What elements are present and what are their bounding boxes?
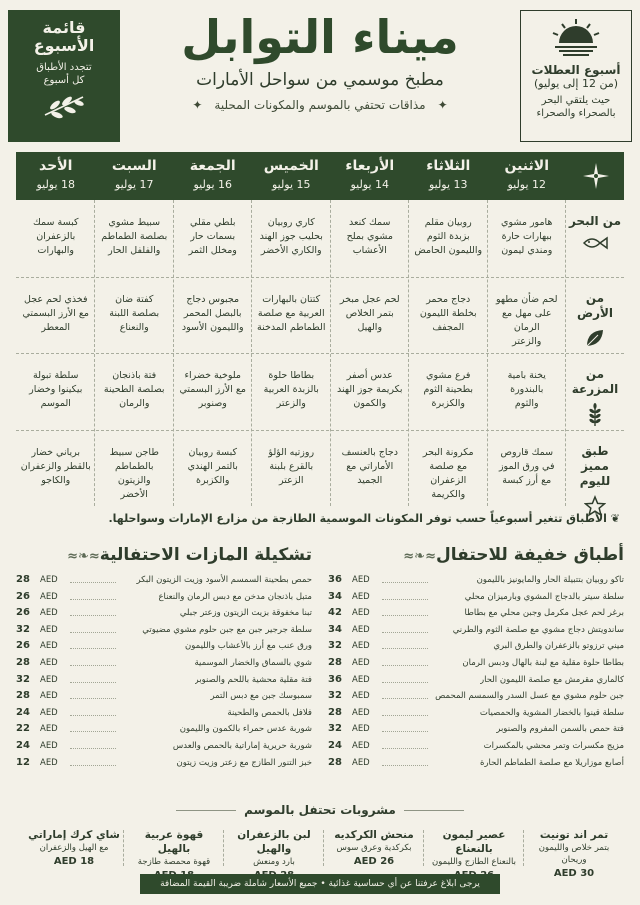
drink-divider	[423, 830, 424, 866]
leader-dots	[382, 748, 428, 749]
menu-item-name: أصابع موزاريلا مع صلصة الطماطم الحارة	[480, 757, 624, 768]
dish-cell: فتة باذنجان بصلصة الطحينة والرمان	[103, 370, 165, 409]
menu-item-currency: AED	[352, 674, 370, 685]
leader-dots	[70, 632, 116, 633]
leader-dots	[382, 731, 428, 732]
mezze-menu	[16, 540, 312, 771]
menu-item-currency: AED	[40, 575, 58, 585]
holiday-week-dates: (من 12 إلى يوليو)	[533, 77, 619, 90]
light-dishes-title-text: أطباق خفيفة للاحتفال	[435, 545, 624, 565]
day-header	[95, 152, 174, 200]
dish-cell: دجاج بالعنسف الأماراتي مع الجميد	[341, 446, 398, 486]
menu-item	[16, 622, 312, 639]
menu-item-currency: AED	[40, 624, 58, 635]
dish-cell: لحم ضأن مطهو على مهل مع الرمان والزعتر	[496, 293, 558, 347]
divider-line	[176, 810, 236, 811]
weekly-menu-grid	[16, 152, 624, 506]
dish-cell: عدس أصفر بكريمة جوز الهند والكمون	[336, 370, 403, 409]
dish-cell: بلطي مقلي بسمات حار ومخلل الثمر	[188, 217, 237, 256]
leader-dots	[382, 682, 428, 683]
menu-item-name: فلافل بالحمص والطحينة	[227, 707, 312, 718]
grid-divider	[16, 430, 624, 431]
dish-cell: لحم عجل مبخر بتمر الخلاص والهيل	[339, 293, 400, 333]
menu-item-price: 32	[16, 623, 30, 635]
leader-dots	[70, 648, 116, 649]
menu-item-price: 24	[328, 739, 342, 751]
menu-item	[328, 672, 624, 689]
leader-dots	[70, 682, 116, 683]
menu-item	[16, 672, 312, 689]
menu-item-currency: AED	[352, 575, 370, 585]
weekly-menu-title-2: الأسبوع	[33, 36, 95, 55]
weekly-menu-line4: كل أسبوع	[43, 75, 85, 86]
drink-item	[528, 828, 620, 879]
drink-divider	[523, 830, 524, 866]
dish-cell: كتتان بالبهارات العربية مع صلصة الطماطم المدخنة	[257, 293, 326, 333]
divider-line	[404, 810, 464, 811]
leader-dots	[382, 632, 428, 633]
menu-item	[16, 738, 312, 755]
drink-name: تمر اند تونيت	[539, 829, 609, 841]
menu-item-currency: AED	[352, 740, 370, 751]
menu-item-price: 26	[16, 590, 30, 602]
menu-item	[16, 589, 312, 606]
menu-item-name: شوي بالسماق والخضار الموسمية	[194, 657, 312, 668]
drink-item	[428, 828, 520, 868]
menu-item-currency: AED	[40, 757, 58, 768]
grid-divider	[16, 277, 624, 278]
day-date: 15 يوليو	[271, 178, 311, 191]
menu-item-currency: AED	[40, 707, 58, 718]
menu-item	[16, 638, 312, 655]
row-label	[566, 367, 624, 431]
drink-divider	[223, 830, 224, 866]
mezze-list	[16, 572, 312, 771]
drink-name: لبن بالزعفران والهيل	[237, 829, 311, 855]
dish-cell: سلطة تبولة بيكينوا وخضار الموسم	[29, 370, 83, 409]
row-label-text: من الأرض	[576, 290, 614, 320]
menu-item-price: 34	[328, 623, 342, 635]
drink-desc: قهوة محمصة طازجة	[137, 857, 211, 867]
menu-item-price: 32	[16, 673, 30, 685]
menu-item	[328, 655, 624, 672]
wheat-icon	[566, 403, 624, 431]
leader-dots	[70, 748, 116, 749]
menu-item-price: 28	[16, 656, 30, 668]
drink-name: قهوة عربية بالهيل	[144, 829, 204, 855]
sprig-icon: ≈❧≈	[67, 549, 100, 564]
menu-item	[16, 688, 312, 705]
menu-item	[16, 721, 312, 738]
drinks-title	[0, 803, 640, 817]
dish-cell: فرع مشوي بطحينة الثوم والكزبرة	[423, 370, 474, 409]
compass-icon	[582, 162, 610, 190]
fish-icon	[566, 235, 624, 255]
dish-cell: كبسة سمك بالزعفران والبهارات	[33, 217, 79, 256]
menu-item	[328, 721, 624, 738]
menu-item	[328, 622, 624, 639]
leader-dots	[70, 765, 116, 766]
dish-cell: مكرونة البحر مع صلصة الزعفران والكريمة	[422, 446, 474, 500]
menu-item-name: ورق عنب مع أرز بالأعشاب والليمون	[185, 641, 312, 652]
restaurant-tagline	[130, 98, 510, 112]
leader-dots	[382, 599, 428, 600]
menu-item	[328, 589, 624, 606]
holiday-week-title: أسبوع العطلات	[531, 63, 621, 77]
menu-item-price: 12	[16, 756, 30, 768]
day-name: الثلاثاء	[426, 158, 471, 174]
restaurant-name: ميناء التوابل	[181, 10, 459, 64]
menu-item-currency: AED	[352, 624, 370, 635]
menu-item-price: 28	[328, 656, 342, 668]
menu-item-price: 32	[328, 690, 342, 702]
leader-dots	[382, 715, 428, 716]
menu-item-name: بطاطا حلوة مقلية مع لبنة بالهال ودبس الرمان	[462, 657, 624, 668]
menu-item-currency: AED	[352, 724, 370, 735]
dish-cell: روبيان مقلم بزبدة الثوم والليمون الحامض	[414, 217, 483, 256]
menu-item	[328, 572, 624, 589]
menu-item	[328, 638, 624, 655]
drink-price: AED 18	[53, 856, 95, 867]
day-date: 12 يوليو	[507, 178, 547, 191]
drinks-title-text: مشروبات تحتفل بالموسم	[244, 803, 396, 817]
menu-item-price: 28	[16, 690, 30, 702]
drink-name: شاي كرك إماراتي	[28, 829, 120, 841]
menu-item-name: تبنا مخفوقة بزيت الزيتون وزعتر جبلي	[179, 608, 312, 619]
drink-desc: بتمر خلاص والليمون وريحان	[538, 843, 610, 865]
menu-item	[16, 605, 312, 622]
leader-dots	[70, 731, 116, 732]
menu-item	[328, 755, 624, 772]
menu-item-name: شوربة عدس حمراء بالكمون والليمون	[179, 724, 312, 735]
leader-dots	[70, 599, 116, 600]
row-label-text: من المزرعة	[571, 367, 619, 396]
dish-cell: هامور مشوي ببهارات حارة ومندي ليمون	[501, 217, 553, 256]
restaurant-subtitle: مطبخ موسمي من سواحل الأمارات	[196, 70, 444, 90]
day-name: الجمعة	[189, 158, 236, 174]
menu-item	[16, 572, 312, 589]
day-header	[174, 152, 253, 200]
day-date: 14 يوليو	[350, 178, 390, 191]
menu-item-price: 24	[16, 706, 30, 718]
tagline-text: مذاقات تحتفي بالموسم والمكونات المحلية	[214, 98, 426, 112]
day-name: الخميس	[263, 158, 319, 174]
tagline-ornament-right: ✦	[437, 98, 448, 112]
leaf-bullet-icon: ❦	[606, 512, 620, 525]
sprig-icon: ≈❧≈	[403, 549, 436, 564]
day-header	[252, 152, 331, 200]
menu-item-name: ميني ترزوتو بالزعفران والطرق البري	[493, 641, 624, 652]
dish-cell: ملوخية خضراء مع الأرز البسمتي وصنوبر	[179, 370, 247, 409]
light-dishes-list	[328, 572, 624, 771]
menu-item-name: مزيج مكسرات وتمر محشي بالمكسرات	[483, 740, 624, 751]
menu-item-currency: AED	[40, 674, 58, 685]
dish-cell: دجاج محمر بخلطة الليمون المجفف	[419, 293, 477, 333]
menu-item-currency: AED	[40, 608, 58, 619]
leaf-icon	[566, 327, 624, 353]
drink-item	[228, 828, 320, 868]
menu-item-currency: AED	[40, 740, 58, 751]
drink-item	[128, 828, 220, 868]
dish-cell: سمك قاروص في ورق الموز مع أرز كبسة	[498, 446, 555, 486]
menu-item-currency: AED	[352, 641, 370, 652]
drink-desc: بكركدية وعرق سوس	[336, 843, 412, 853]
menu-item	[328, 605, 624, 622]
menu-item-name: خبز التنور الطازج مع زعتر وزيت زيتون	[176, 757, 312, 768]
drink-desc: بارد ومنعش	[253, 857, 295, 867]
drink-divider	[323, 830, 324, 866]
menu-item-currency: AED	[40, 641, 58, 652]
drink-item	[328, 828, 420, 868]
menu-item-price: 28	[16, 574, 30, 585]
light-dishes-menu	[328, 540, 624, 771]
menu-item-name: سلطة قينوا بالخضار المشوية والحمصيات	[479, 707, 624, 718]
light-dishes-title	[328, 540, 624, 570]
menu-item	[328, 688, 624, 705]
dish-cell: طاجن سبيط بالطماطم والزيتون الأخضر	[109, 446, 159, 500]
menu-item-currency: AED	[352, 591, 370, 602]
dish-cell: فخذي لحم عجل مع الأرز البسمتي المعطر	[22, 293, 90, 333]
day-header	[488, 152, 567, 200]
dish-cell: كاري روبيان بحليب جوز الهند والكاري الأخضر	[259, 217, 323, 256]
leader-dots	[382, 582, 428, 583]
holiday-week-box	[520, 10, 632, 142]
menu-item-name: كالماري مقرمش مع صلصة الليمون الحار	[480, 674, 624, 685]
drink-item	[28, 828, 120, 868]
menu-item-name: برغر لحم عجل مكرمل وجبن محلي مع بطاطا	[464, 608, 624, 619]
drink-price: AED 26	[353, 856, 395, 867]
menu-item-name: تاكو روبيان بتتبيلة الحار والمايونيز بالليمون	[476, 575, 624, 585]
menu-item-name: حمص بطحينة السمسم الأسود وزيت الزيتون البكر	[136, 575, 312, 585]
weekly-note-text: الأطباق تتغير أسبوعياً حسب توفر المكونات الموسمية الطازجة من مزارع الإمارات وسواحلها.	[108, 512, 607, 525]
menu-item-name: فتة مقلية محشية باللحم والصنوبر	[194, 674, 312, 685]
drink-price: AED 30	[553, 868, 595, 879]
menu-item-name: فتة حمص بالسمن المفروم والصنوبر	[496, 724, 624, 735]
weekly-note	[20, 512, 620, 525]
grid-divider	[16, 353, 624, 354]
menu-item-name: جبن حلوم مشوي مع عسل السدر والسمسم المحمص	[435, 691, 624, 702]
menu-item-currency: AED	[40, 691, 58, 702]
day-date: 17 يوليو	[114, 178, 154, 191]
menu-item-currency: AED	[352, 608, 370, 619]
dish-cell: سبيط مشوي بصلصة الطماطم والفلفل الحار	[101, 217, 168, 256]
drink-name: عصير ليمون بالنعناع	[442, 829, 506, 855]
day-date: 16 يوليو	[193, 178, 233, 191]
menu-item-price: 42	[328, 607, 342, 619]
row-label-text: من البحر	[568, 214, 622, 228]
day-name: الاثنين	[504, 158, 549, 174]
menu-item-price: 32	[328, 640, 342, 652]
menu-item-name: ساندويتش دجاج مشوي مع صلصة الثوم والطرني	[452, 624, 624, 635]
day-header	[331, 152, 410, 200]
day-name: السبت	[111, 158, 157, 174]
day-name: الأحد	[39, 158, 73, 174]
menu-item-price: 22	[16, 723, 30, 735]
menu-item-currency: AED	[40, 591, 58, 602]
drink-desc: مع الهيل والزعفران	[39, 843, 109, 853]
leader-dots	[70, 615, 116, 616]
mezze-title	[16, 540, 312, 570]
dish-cell: كفتة ضان بصلصة اللبنة والنعناع	[109, 293, 160, 333]
menu-item-price: 28	[328, 706, 342, 718]
weekly-menu-box	[8, 10, 120, 142]
menu-item-price: 36	[328, 673, 342, 685]
menu-item-price: 32	[328, 723, 342, 735]
menu-item-currency: AED	[352, 691, 370, 702]
row-label	[566, 444, 624, 521]
olive-branch-icon	[41, 93, 87, 119]
holiday-week-line3: حيث يلتقي البحر	[541, 95, 611, 106]
menu-item-price: 24	[16, 739, 30, 751]
menu-item-currency: AED	[40, 657, 58, 668]
menu-item-currency: AED	[40, 724, 58, 735]
menu-item-name: سلطة سيتر بالدجاج المشوي وبارميزان محلي	[464, 591, 624, 602]
row-label	[566, 291, 624, 353]
menu-item	[16, 655, 312, 672]
leader-dots	[70, 582, 116, 583]
menu-item-currency: AED	[352, 657, 370, 668]
drink-name: منحش الكركديه	[334, 829, 414, 841]
drink-divider	[123, 830, 124, 866]
leader-dots	[70, 698, 116, 699]
menu-item	[328, 705, 624, 722]
menu-item-currency: AED	[352, 707, 370, 718]
menu-item-name: سلطة جرجير جبن مع جبن حلوم مشوي مضيوتي	[142, 624, 312, 635]
leader-dots	[382, 665, 428, 666]
menu-item-name: سمبوسك جبن مع دبس التمر	[210, 691, 312, 702]
leader-dots	[382, 648, 428, 649]
holiday-week-line4: بالصحراء والصحراء	[536, 108, 616, 119]
menu-item-price: 36	[328, 574, 342, 585]
dish-cell: كبسة روبيان بالتمر الهندي والكزبرة	[187, 446, 238, 486]
dish-cell: برياني خضار بالقطر والزعفران والكاجو	[20, 446, 91, 486]
leader-dots	[70, 665, 116, 666]
menu-item	[328, 738, 624, 755]
menu-item	[16, 755, 312, 772]
weekly-menu-title: قائمة	[42, 18, 86, 37]
dish-cell: سمك كنعد مشوي بملح الأعشاب	[346, 217, 393, 256]
day-date: 18 يوليو	[36, 178, 76, 191]
grid-header	[16, 152, 624, 200]
dish-cell: يخنة بامية بالبندورة والثوم	[507, 370, 546, 409]
leader-dots	[382, 765, 428, 766]
menu-item-name: متبل باذنجان مدخن مع دبس الرمان والنعناع	[158, 591, 312, 602]
dish-cell: بطاطا حلوة بالزبدة العربية والزعتر	[263, 370, 319, 409]
leader-dots	[70, 715, 116, 716]
menu-item-price: 34	[328, 590, 342, 602]
row-label-text: طبق مميز لليوم	[579, 443, 611, 488]
day-header	[409, 152, 488, 200]
tagline-ornament-left: ✦	[192, 98, 203, 112]
leader-dots	[382, 698, 428, 699]
menu-item-price: 26	[16, 607, 30, 619]
day-date: 13 يوليو	[428, 178, 468, 191]
leader-dots	[382, 615, 428, 616]
dish-cell: روزتيه الؤلؤ بالقرع بلبنة الزعتر	[268, 446, 315, 486]
day-header	[17, 152, 96, 200]
menu-item-name: شوربة حريرية إماراتية بالحمص والعدس	[172, 740, 312, 751]
menu-item-currency: AED	[352, 757, 370, 768]
header-title-block	[130, 6, 510, 112]
row-label	[566, 214, 624, 255]
menu-item-price: 26	[16, 640, 30, 652]
menu-item	[16, 705, 312, 722]
mezze-title-text: تشكيلة المازات الاحتفالية	[99, 545, 312, 565]
dish-cell: مجبوس دجاج بالبصل المحمر والليمون الأسود	[181, 293, 244, 333]
menu-item-price: 28	[328, 756, 342, 768]
sunrise-icon	[551, 19, 601, 59]
day-name: الأربعاء	[345, 158, 395, 174]
drink-desc: بالنعناع الطازج والليمون	[432, 857, 516, 867]
footer-note: يرجى ابلاغ عرفتنا عن أي حساسية غذائية • جميع الأسعار شاملة ضريبة القيمة المضافة	[140, 874, 500, 894]
weekly-menu-line3: تتجدد الأطباق	[36, 62, 92, 73]
